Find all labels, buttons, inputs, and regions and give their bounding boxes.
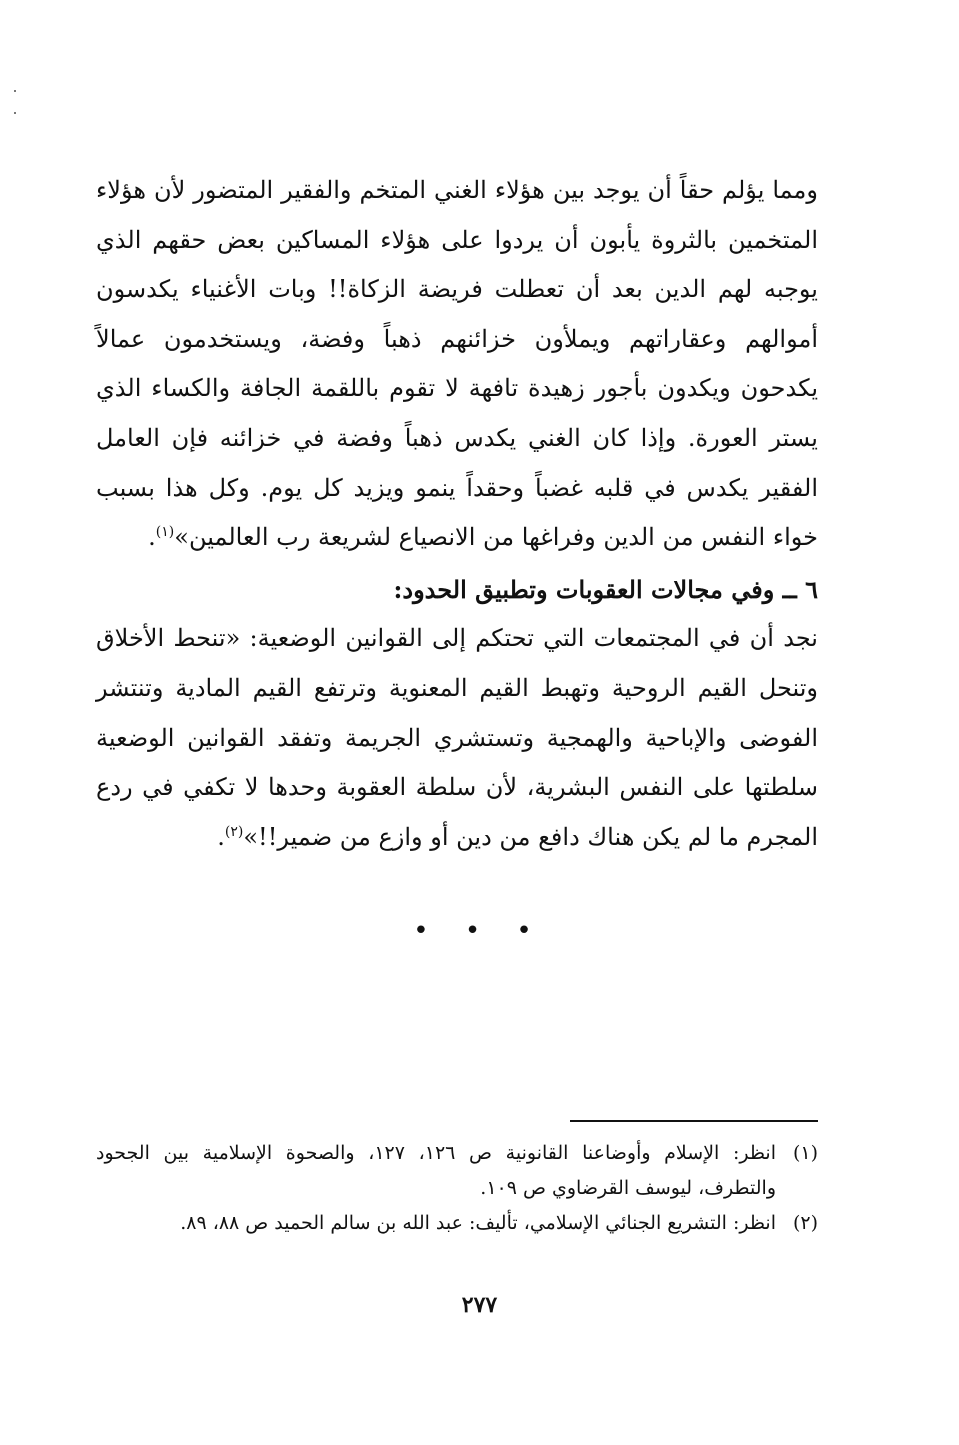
footnote-2-text: انظر: التشريع الجنائي الإسلامي، تأليف: عبد الله بن سالم الحميد ص ٨٨، ٨٩.	[180, 1212, 776, 1234]
paragraph-1-end: .	[148, 523, 156, 552]
footnote-2	[96, 1206, 818, 1241]
margin-marks	[14, 90, 18, 134]
main-text	[96, 166, 818, 862]
paragraph-2-text: نجد أن في المجتمعات التي تحتكم إلى القوانين الوضعية: «تنحط الأخلاق وتنحل القيم الروحية وتهبط القيم المعنوية وترتفع القيم المادية وتنتشر الفوضى والإباحية والهمجية وتستشري الجريمة وتفقد القوانين الوضعية سلطتها على النفس البشرية، لأن سلطة العقوبة وحدها لا تكفي في ردع المجرم ما لم يكن هناك دافع من دين أو وازع من ضمير!!»	[96, 624, 818, 851]
footnote-1	[96, 1136, 818, 1206]
paragraph-1	[96, 166, 818, 563]
paragraph-2	[96, 614, 818, 862]
section-separator: • • •	[413, 916, 546, 946]
margin-dot	[14, 90, 16, 92]
footnote-1-text: انظر: الإسلام وأوضاعنا القانونية ص ١٢٦، ١٢٧، والصحوة الإسلامية بين الجحود والتطرف، ليوسف القرضاوي ص ١٠٩.	[96, 1142, 777, 1199]
footnote-ref-2: (٢)	[224, 823, 244, 840]
footnote-1-number: (١)	[792, 1142, 818, 1164]
margin-dot	[14, 112, 16, 114]
footnote-ref-1: (١)	[155, 524, 175, 541]
page-number: ٢٧٧	[461, 1292, 498, 1318]
footnote-2-number: (٢)	[792, 1212, 818, 1234]
footnote-divider	[570, 1120, 818, 1122]
paragraph-2-end: .	[217, 822, 225, 851]
paragraph-1-text: ومما يؤلم حقاً أن يوجد بين هؤلاء الغني المتخم والفقير المتضور لأن هؤلاء المتخمين بالثروة يأبون أن يردوا على هؤلاء المساكين بعض حقهم الذي يوجبه لهم الدين بعد أن تعطلت فريضة الزكاة!! وبات الأغنياء يكدسون أموالهم وعقاراتهم ويملأون خزائنهم ذهباً وفضة، ويستخدمون عمالاً يكدحون ويكدون بأجور زهيدة تافهة لا تقوم باللقمة الجافة والكساء الذي يستر العورة. وإذا كان الغني يكدس ذهباً وفضة في خزائنه فإن العامل الفقير يكدس في قلبه غضباً وحقداً ينمو ويزيد كل يوم. وكل هذا بسبب خواء النفس من الدين وفراغها من الانصياع لشريعة رب العالمين»	[96, 176, 818, 552]
footnotes	[96, 1136, 818, 1241]
section-heading: ٦ ــ وفي مجالات العقوبات وتطبيق الحدود:	[393, 574, 818, 604]
